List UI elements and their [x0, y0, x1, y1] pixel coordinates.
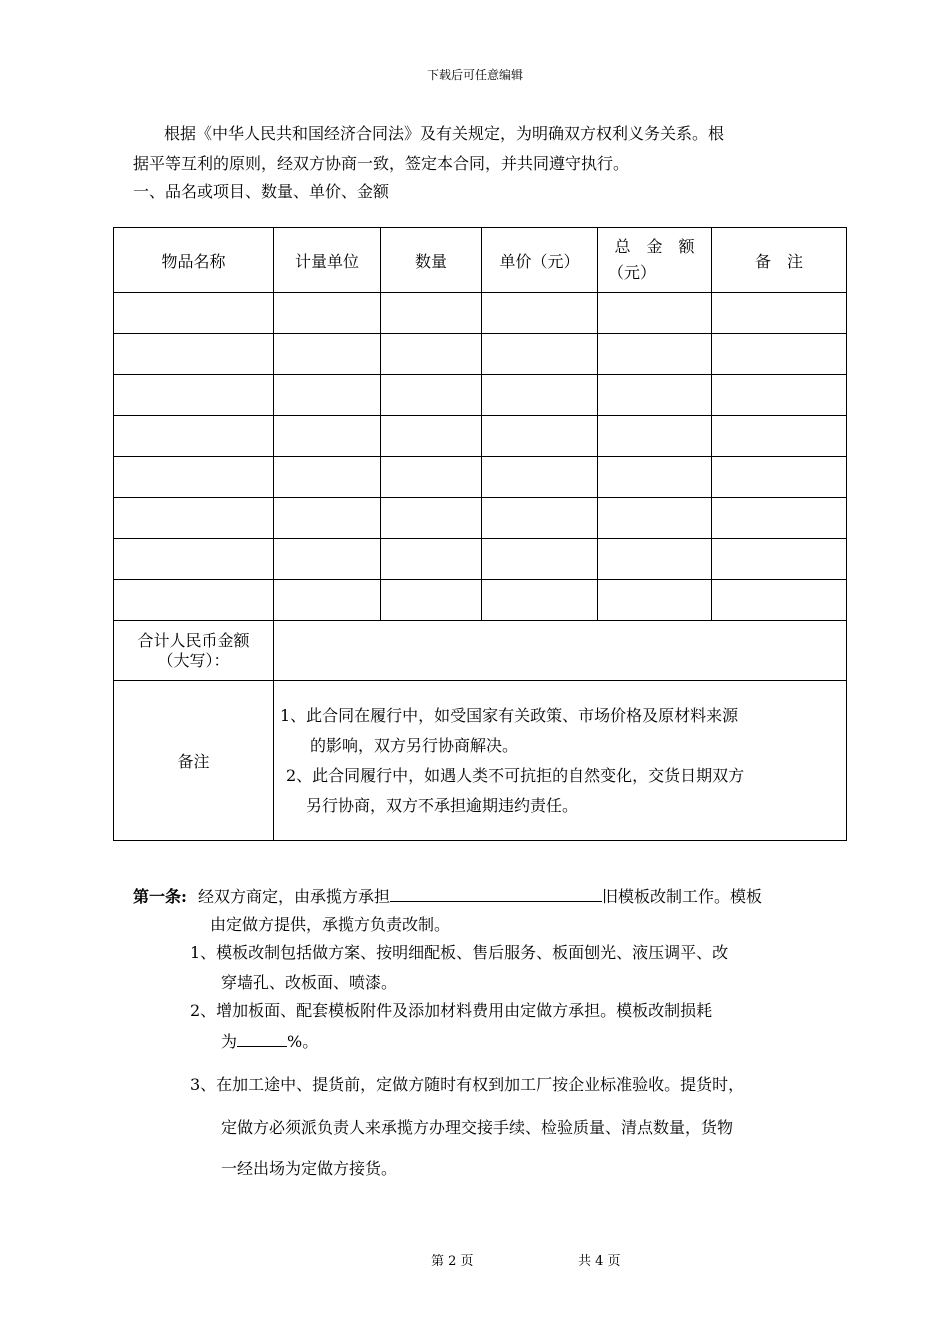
table-row — [114, 334, 847, 375]
table-cell — [274, 293, 381, 334]
table-cell — [482, 539, 598, 580]
table-cell — [274, 539, 381, 580]
table-cell — [482, 416, 598, 457]
table-cell — [381, 334, 482, 375]
total-label-line-2: （大写）： — [157, 650, 230, 670]
table-cell — [712, 580, 847, 621]
article-1-line-2: 由定做方提供，承揽方负责改制。 — [210, 915, 451, 934]
article-1-item-3-line-2: 定做方必须派负责人来承揽方办理交接手续、检验质量、清点数量，货物 — [221, 1118, 734, 1137]
table-cell — [274, 375, 381, 416]
notes-label: 备注 — [114, 681, 274, 841]
table-cell — [482, 498, 598, 539]
table-cell — [598, 498, 712, 539]
table-cell — [712, 457, 847, 498]
table-cell — [598, 539, 712, 580]
total-amount-row — [114, 621, 847, 681]
note-line-1: 1、此合同在履行中，如受国家有关政策、市场价格及原材料来源 — [280, 705, 739, 725]
header-total-line-1: 总 金 额 — [614, 237, 695, 256]
table-cell — [712, 375, 847, 416]
article-1-item-2-line-1: 2、增加板面、配套模板附件及添加材料费用由定做方承担。模板改制损耗 — [190, 1001, 713, 1020]
table-cell — [712, 334, 847, 375]
table-row — [114, 580, 847, 621]
note-line-2: 的影响，双方另行协商解决。 — [310, 735, 519, 755]
section-1-heading: 一、品名或项目、数量、单价、金额 — [133, 182, 390, 201]
table-cell — [598, 416, 712, 457]
table-cell — [381, 375, 482, 416]
notes-content — [274, 681, 847, 841]
header-remark: 备 注 — [712, 228, 847, 293]
table-cell — [114, 416, 274, 457]
intro-line-2: 据平等互利的原则，经双方协商一致，签定本合同，并共同遵守执行。 — [133, 154, 630, 173]
article-1-item-2-line-2 — [221, 1030, 318, 1052]
table-cell — [274, 498, 381, 539]
header-unit: 计量单位 — [274, 228, 381, 293]
article-1-item-3-line-1: 3、在加工途中、提货前，定做方随时有权到加工厂按企业标准验收。提货时， — [190, 1075, 745, 1094]
loss-rate-blank[interactable] — [237, 1030, 287, 1047]
table-cell — [114, 498, 274, 539]
table-row — [114, 457, 847, 498]
note-line-4: 另行协商，双方不承担逾期违约责任。 — [306, 795, 579, 815]
table-cell — [381, 457, 482, 498]
table-cell — [598, 375, 712, 416]
contractor-blank[interactable] — [390, 885, 602, 902]
notes-row — [114, 681, 847, 841]
footer-page-number: 第 2 页 — [431, 1254, 474, 1269]
table-cell — [274, 416, 381, 457]
table-cell — [114, 293, 274, 334]
table-cell — [274, 580, 381, 621]
article-1-text-a: 经双方商定，由承揽方承担 — [198, 887, 391, 906]
header-item-name: 物品名称 — [114, 228, 274, 293]
header-total-line-2: （元） — [608, 263, 657, 282]
items-table — [113, 227, 847, 841]
table-cell — [381, 293, 482, 334]
table-cell — [114, 539, 274, 580]
article-1-text-b: 旧模板改制工作。模板 — [602, 887, 763, 906]
article-1-line-1 — [133, 885, 762, 907]
table-cell — [381, 580, 482, 621]
table-cell — [712, 539, 847, 580]
table-cell — [598, 293, 712, 334]
table-row — [114, 375, 847, 416]
article-1-item-3-line-3: 一经出场为定做方接货。 — [221, 1159, 398, 1178]
table-row — [114, 498, 847, 539]
table-cell — [381, 498, 482, 539]
table-cell — [482, 580, 598, 621]
table-cell — [482, 375, 598, 416]
table-cell — [482, 457, 598, 498]
table-cell — [114, 334, 274, 375]
total-amount-label — [114, 621, 274, 681]
table-cell — [598, 457, 712, 498]
table-cell — [381, 416, 482, 457]
table-cell — [381, 539, 482, 580]
table-cell — [482, 334, 598, 375]
header-total-amount — [598, 228, 712, 293]
footer-total-pages: 共 4 页 — [578, 1254, 621, 1269]
table-cell — [712, 293, 847, 334]
table-header-row — [114, 228, 847, 293]
table-cell — [598, 580, 712, 621]
article-1-item-2-text-b: %。 — [287, 1032, 319, 1051]
table-cell — [712, 498, 847, 539]
header-note: 下载后可任意编辑 — [426, 68, 523, 82]
table-cell — [712, 416, 847, 457]
header-unit-price: 单价（元） — [482, 228, 598, 293]
note-line-3: 2、此合同履行中，如遇人类不可抗拒的自然变化，交货日期双方 — [286, 765, 745, 785]
table-cell — [114, 375, 274, 416]
table-cell — [482, 293, 598, 334]
total-label-line-1: 合计人民币金额 — [137, 630, 250, 650]
header-quantity: 数量 — [381, 228, 482, 293]
article-1-item-1-line-1: 1、模板改制包括做方案、按明细配板、售后服务、板面刨光、液压调平、改 — [190, 943, 729, 962]
table-row — [114, 293, 847, 334]
total-amount-value — [274, 621, 847, 681]
intro-line-1: 根据《中华人民共和国经济合同法》及有关规定，为明确双方权利义务关系。根 — [164, 124, 725, 143]
table-cell — [598, 334, 712, 375]
table-cell — [114, 457, 274, 498]
table-cell — [114, 580, 274, 621]
table-row — [114, 416, 847, 457]
article-1-label: 第一条: — [133, 887, 187, 906]
table-cell — [274, 334, 381, 375]
article-1-item-2-text-a: 为 — [221, 1032, 238, 1051]
article-1-item-1-line-2: 穿墙孔、改板面、喷漆。 — [221, 973, 398, 992]
table-cell — [274, 457, 381, 498]
table-row — [114, 539, 847, 580]
